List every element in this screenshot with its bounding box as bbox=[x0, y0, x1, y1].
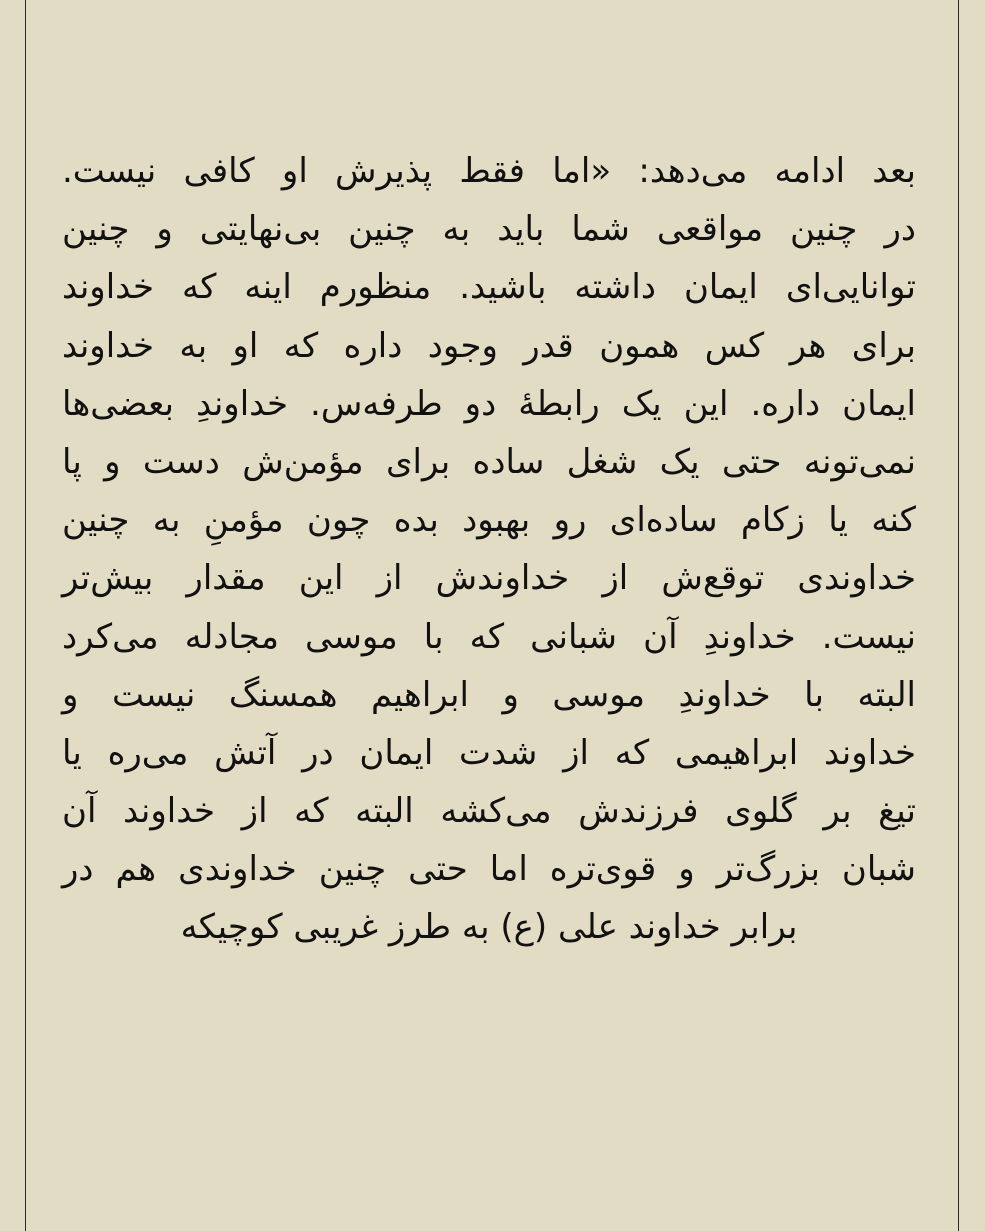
text-line: توانایی‌ای ایمان داشته باشید. منظورم اینه که خداوند bbox=[62, 267, 916, 308]
text-line: ایمان داره. این یک رابطۀ دو طرفه‌س. خداوندِ بعضی‌ها bbox=[62, 383, 916, 424]
text-line: برای هر کس همون قدر وجود داره که او به خداوند bbox=[62, 325, 916, 366]
text-line: خداوند ابراهیمی که از شدت ایمان در آتش می‌ره یا bbox=[62, 732, 916, 773]
text-line-last: برابر خداوند علی (ع) به طرز غریبی کوچیکه bbox=[180, 907, 798, 948]
text-line: البته با خداوندِ موسی و ابراهیم همسنگ نیست و bbox=[62, 674, 916, 715]
text-body bbox=[62, 142, 916, 957]
text-line: در چنین مواقعی شما باید به چنین بی‌نهایتی و چنین bbox=[62, 209, 916, 250]
text-line: نیست. خداوندِ آن شبانی که با موسی مجادله می‌کرد bbox=[62, 616, 916, 657]
text-line: بعد ادامه می‌دهد: «اما فقط پذیرش او کافی نیست. bbox=[62, 151, 916, 191]
text-line: تیغ بر گلوی فرزندش می‌کشه البته که از خداوند آن bbox=[62, 791, 916, 832]
text-line: نمی‌تونه حتی یک شغل ساده برای مؤمن‌ش دست و پا bbox=[62, 441, 916, 482]
text-line: کنه یا زکام ساده‌ای رو بهبود بده چون مؤمنِ به چنین bbox=[62, 500, 916, 541]
frame-right-border bbox=[958, 0, 959, 1231]
text-line: شبان بزرگ‌تر و قوی‌تره اما حتی چنین خداوندی هم در bbox=[62, 849, 916, 890]
text-line: خداوندی توقع‌ش از خداوندش از این مقدار بیش‌تر bbox=[62, 558, 916, 599]
frame-left-border bbox=[25, 0, 26, 1231]
